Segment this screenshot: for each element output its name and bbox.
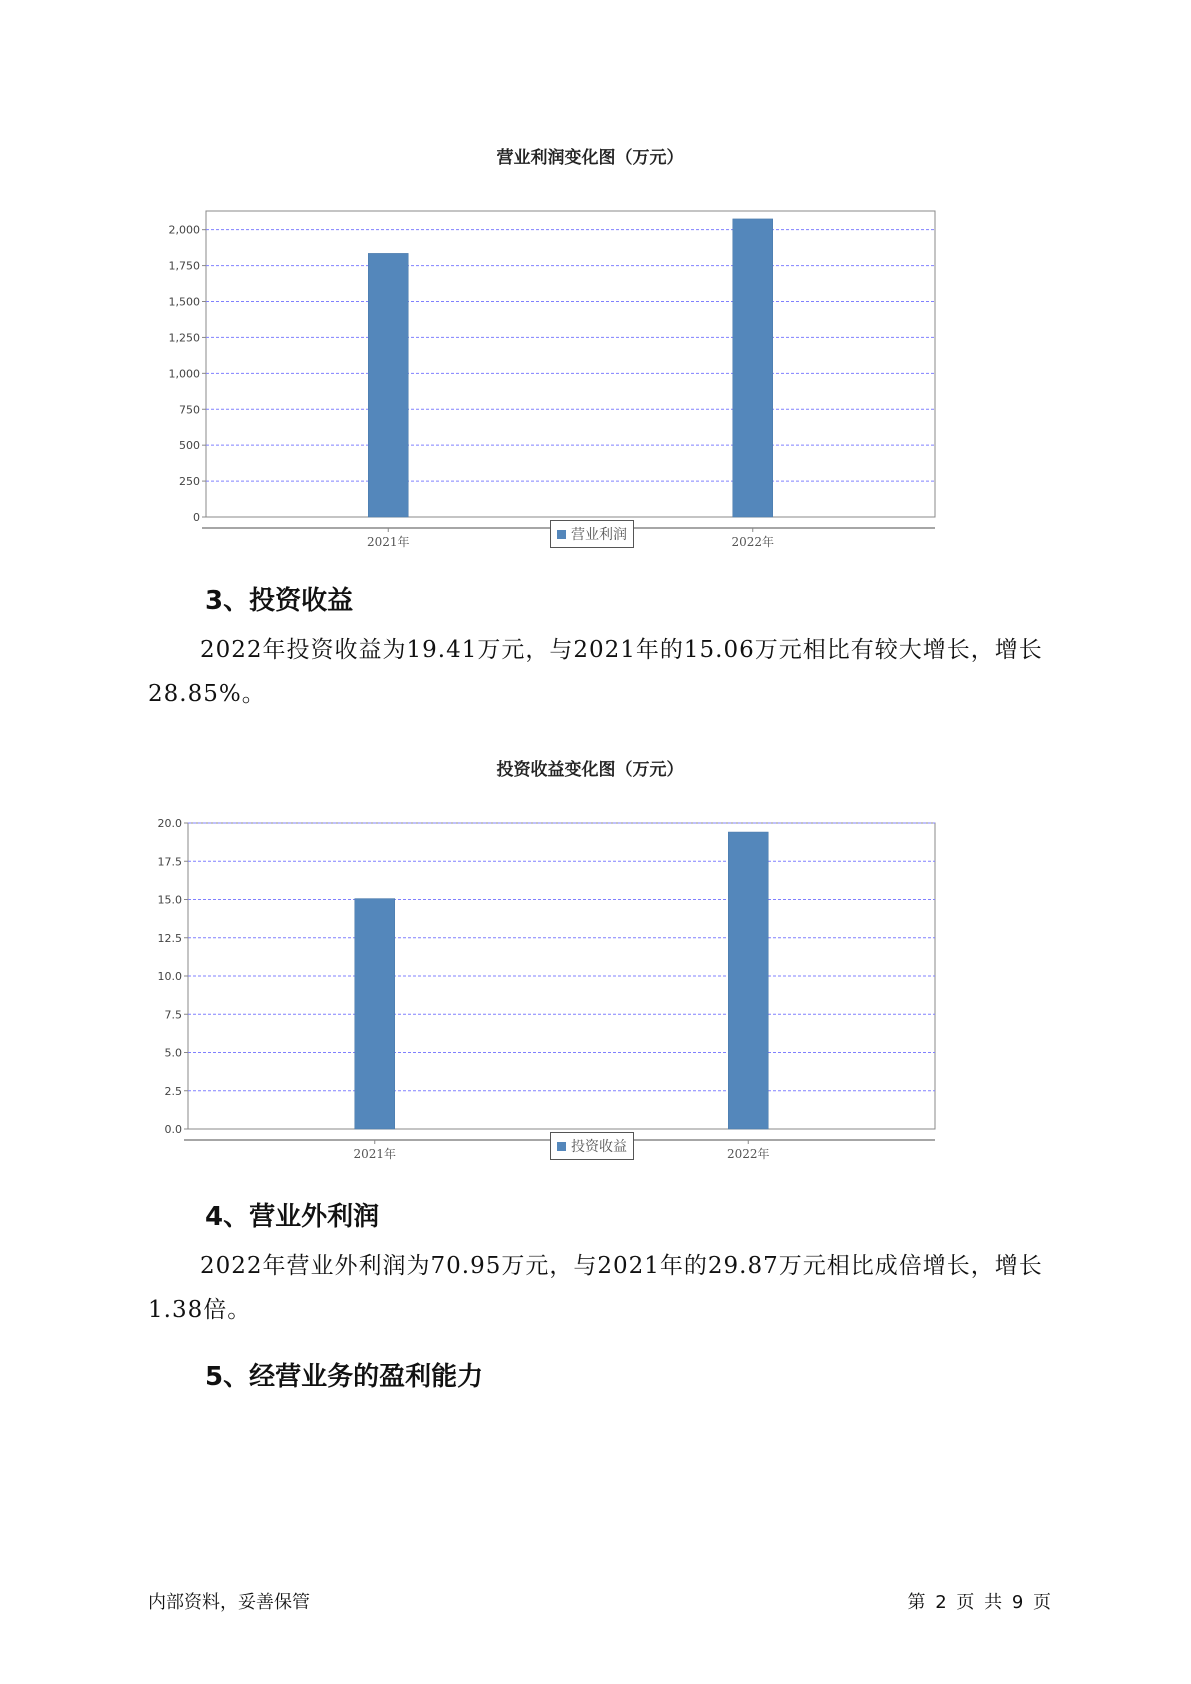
operating-profit-chart <box>140 140 1040 560</box>
chart-title: 营业利润变化图（万元） <box>496 148 684 168</box>
y-tick-label: 0 <box>193 511 200 524</box>
x-tick-label: 2021年 <box>353 1147 397 1161</box>
legend-swatch-icon <box>557 1142 566 1151</box>
footer-page-number: 第 2 页 共 9 页 <box>907 1592 1051 1613</box>
y-tick-label: 1,250 <box>168 331 200 345</box>
y-tick-label: 10.0 <box>157 970 182 983</box>
x-tick-label: 2021年 <box>366 535 410 549</box>
y-tick-label: 500 <box>179 439 200 453</box>
legend-label: 营业利润 <box>571 527 627 543</box>
chart-legend <box>550 1132 634 1160</box>
paragraph-investment-income: 2022年投资收益为19.41万元，与2021年的15.06万元相比有较大增长，增长28.85%。 <box>148 637 1043 707</box>
chart-plot <box>140 788 1040 1168</box>
chart-plot <box>140 176 1040 556</box>
paragraph-non-operating-profit: 2022年营业外利润为70.95万元，与2021年的29.87万元相比成倍增长，增长1.38倍。 <box>148 1253 1043 1323</box>
section-heading-operating-profitability: 5、经营业务的盈利能力 <box>205 1362 484 1392</box>
y-tick-label: 15.0 <box>157 893 182 907</box>
bar <box>728 832 768 1129</box>
y-tick-label: 750 <box>179 403 200 417</box>
y-tick-label: 250 <box>179 475 200 489</box>
bar <box>733 219 773 517</box>
y-tick-label: 2,000 <box>168 223 200 237</box>
y-tick-label: 17.5 <box>157 855 182 869</box>
y-tick-label: 0.0 <box>164 1123 182 1136</box>
legend-label: 投资收益 <box>571 1139 627 1155</box>
plot-frame <box>206 211 935 517</box>
chart-legend <box>550 520 634 548</box>
bar <box>355 899 395 1129</box>
y-tick-label: 1,750 <box>168 259 200 273</box>
section-heading-investment-income: 3、投资收益 <box>205 586 354 616</box>
x-tick-label: 2022年 <box>731 535 775 549</box>
section-heading-non-operating-profit: 4、营业外利润 <box>205 1202 380 1232</box>
y-tick-label: 7.5 <box>164 1008 182 1022</box>
y-tick-label: 1,000 <box>168 367 200 381</box>
y-tick-label: 20.0 <box>157 817 182 830</box>
chart-title: 投资收益变化图（万元） <box>496 760 684 780</box>
x-tick-label: 2022年 <box>726 1147 770 1161</box>
investment-income-chart <box>140 752 1040 1172</box>
y-tick-label: 1,500 <box>168 295 200 309</box>
legend-swatch-icon <box>557 530 566 539</box>
y-tick-label: 5.0 <box>164 1046 182 1060</box>
y-tick-label: 12.5 <box>157 931 182 945</box>
y-tick-label: 2.5 <box>164 1084 182 1098</box>
bar <box>368 253 408 517</box>
footer-confidential-note: 内部资料，妥善保管 <box>148 1592 310 1613</box>
